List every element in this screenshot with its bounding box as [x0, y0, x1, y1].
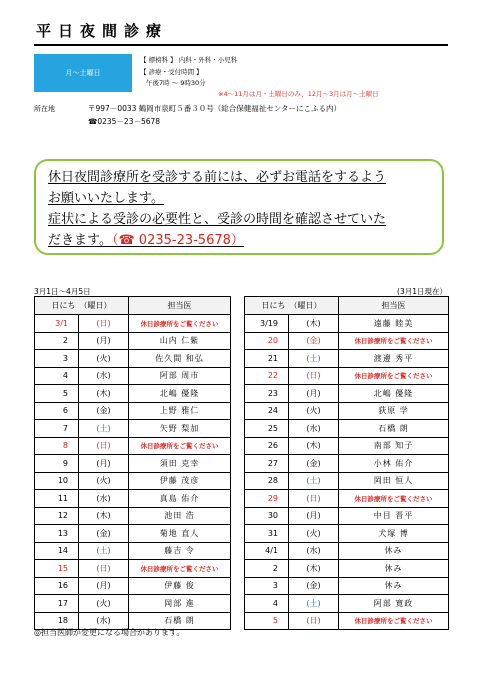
notice-line-3: 症状による受診の必要性と、受診の時間を確認させていた — [48, 212, 387, 227]
schedule-doctor: 石橋 朗 — [129, 612, 231, 630]
schedule-day: 15 — [35, 560, 79, 578]
schedule-weekday: (日) — [79, 437, 129, 455]
header-date-2: 日にち （曜日） — [245, 297, 339, 315]
schedule-day: 3 — [245, 577, 289, 595]
schedule-doctor: 休日診療所をご覧ください — [129, 560, 231, 578]
schedule-day: 14 — [35, 542, 79, 560]
schedule-weekday: (木) — [79, 385, 129, 403]
schedule-doctor: 荻原 学 — [339, 402, 449, 420]
schedule-range: 3月1日～4月5日 — [34, 287, 91, 296]
postal-code: 〒997－0033 — [88, 104, 137, 113]
table-row — [35, 595, 449, 613]
table-row — [35, 472, 449, 490]
schedule-doctor: 佐久間 和弘 — [129, 350, 231, 368]
table-row — [35, 455, 449, 473]
schedule-weekday: (木) — [289, 560, 339, 578]
schedule-day: 4 — [35, 367, 79, 385]
table-row — [35, 385, 449, 403]
table-row — [35, 420, 449, 438]
schedule-weekday: (土) — [289, 350, 339, 368]
address-line: 鶴岡市泉町５番３０号（総合保健福祉センターにこふる内） — [138, 104, 341, 113]
schedule-weekday: (水) — [79, 367, 129, 385]
schedule-day: 4/1 — [245, 542, 289, 560]
schedule-doctor: 小林 佑介 — [339, 455, 449, 473]
schedule-doctor: 阿部 周市 — [129, 367, 231, 385]
schedule-day: 5 — [245, 612, 289, 630]
table-row — [35, 350, 449, 368]
header-date: 日にち （曜日） — [35, 297, 129, 315]
schedule-doctor: 石橋 朗 — [339, 420, 449, 438]
departments-text: 【 標榜科 】 内科・外科・小児科 — [140, 56, 238, 64]
schedule-weekday: (水) — [289, 420, 339, 438]
schedule-doctor: 北嶋 優隆 — [129, 385, 231, 403]
schedule-weekday: (水) — [79, 490, 129, 508]
schedule-doctor: 須田 克幸 — [129, 455, 231, 473]
schedule-day: 2 — [245, 560, 289, 578]
schedule-doctor: 渡邊 秀平 — [339, 350, 449, 368]
schedule-day: 6 — [35, 402, 79, 420]
hours-note: ※4～11月は月・土曜日のみ、12月～3月は月～土曜日 — [218, 90, 379, 98]
page-title: 平日夜間診療 — [36, 22, 169, 40]
schedule-doctor: 岡田 恒人 — [339, 472, 449, 490]
notice-line-4-text: だきます。 — [48, 233, 112, 248]
schedule-doctor: 伊藤 俊 — [129, 577, 231, 595]
notice-phone: （☎ 0235-23-5678） — [111, 233, 244, 248]
schedule-doctor: 阿部 寛政 — [339, 595, 449, 613]
schedule-doctor: 遠藤 睦美 — [339, 315, 449, 333]
schedule-day: 5 — [35, 385, 79, 403]
schedule-weekday: (木) — [79, 507, 129, 525]
schedule-doctor: 休み — [339, 542, 449, 560]
schedule-day: 9 — [35, 455, 79, 473]
schedule-doctor: 上野 雅仁 — [129, 402, 231, 420]
schedule-doctor: 休み — [339, 577, 449, 595]
schedule-doctor: 藤吉 令 — [129, 542, 231, 560]
schedule-day: 17 — [35, 595, 79, 613]
schedule-day: 28 — [245, 472, 289, 490]
schedule-day: 16 — [35, 577, 79, 595]
schedule-table — [34, 296, 449, 630]
address-label: 所在地 — [34, 105, 55, 113]
schedule-weekday: (日) — [289, 612, 339, 630]
schedule-day: 8 — [35, 437, 79, 455]
schedule-doctor: 北嶋 優隆 — [339, 385, 449, 403]
schedule-day: 7 — [35, 420, 79, 438]
schedule-day: 24 — [245, 402, 289, 420]
schedule-doctor: 犬塚 博 — [339, 525, 449, 543]
schedule-day: 21 — [245, 350, 289, 368]
schedule-doctor: 休日診療所をご覧ください — [339, 612, 449, 630]
schedule-doctor: 休日診療所をご覧ください — [339, 332, 449, 350]
schedule-weekday: (金) — [289, 332, 339, 350]
table-row — [35, 525, 449, 543]
schedule-weekday: (月) — [79, 455, 129, 473]
schedule-weekday: (金) — [289, 577, 339, 595]
schedule-day: 2 — [35, 332, 79, 350]
schedule-day: 4 — [245, 595, 289, 613]
notice-line-4 — [48, 229, 244, 248]
schedule-weekday: (月) — [289, 385, 339, 403]
schedule-weekday: (火) — [79, 350, 129, 368]
schedule-doctor: 休日診療所をご覧ください — [129, 437, 231, 455]
schedule-weekday: (日) — [79, 315, 129, 333]
schedule-day: 29 — [245, 490, 289, 508]
notice-line-1: 休日夜間診療所を受診する前には、必ずお電話をするよう — [48, 170, 387, 185]
table-row — [35, 577, 449, 595]
schedule-day: 27 — [245, 455, 289, 473]
schedule-weekday: (日) — [79, 560, 129, 578]
schedule-day: 18 — [35, 612, 79, 630]
schedule-doctor: 岡部 進 — [129, 595, 231, 613]
table-row — [35, 542, 449, 560]
hours-label: 【 診療・受付時間 】 — [140, 68, 203, 76]
schedule-weekday: (金) — [289, 455, 339, 473]
table-row — [35, 315, 449, 333]
table-row — [35, 490, 449, 508]
schedule-as-of: (3月1日現在） — [397, 287, 447, 296]
schedule-weekday: (木) — [289, 437, 339, 455]
schedule-header-row — [35, 297, 449, 315]
schedule-doctor: 山内 仁紫 — [129, 332, 231, 350]
schedule-weekday: (金) — [79, 402, 129, 420]
schedule-day: 20 — [245, 332, 289, 350]
schedule-day: 31 — [245, 525, 289, 543]
schedule-weekday: (火) — [79, 595, 129, 613]
schedule-day: 30 — [245, 507, 289, 525]
schedule-day: 3/19 — [245, 315, 289, 333]
schedule-doctor: 矢野 梨加 — [129, 420, 231, 438]
schedule-weekday: (月) — [79, 577, 129, 595]
schedule-weekday: (金) — [79, 525, 129, 543]
schedule-weekday: (月) — [289, 507, 339, 525]
schedule-doctor: 伊藤 茂彦 — [129, 472, 231, 490]
schedule-day: 3 — [35, 350, 79, 368]
schedule-day: 25 — [245, 420, 289, 438]
schedule-weekday: (水) — [289, 542, 339, 560]
schedule-weekday: (土) — [79, 542, 129, 560]
schedule-day: 22 — [245, 367, 289, 385]
schedule-weekday: (土) — [289, 595, 339, 613]
schedule-doctor: 休み — [339, 560, 449, 578]
table-row — [35, 332, 449, 350]
hours-text: 午後7時 ～ 9時30分 — [146, 79, 206, 87]
title-divider — [34, 44, 448, 46]
schedule-day: 3/1 — [35, 315, 79, 333]
schedule-doctor: 真島 佑介 — [129, 490, 231, 508]
schedule-weekday: (月) — [79, 332, 129, 350]
schedule-weekday: (日) — [289, 490, 339, 508]
schedule-weekday: (木) — [289, 315, 339, 333]
header-doctor: 担当医 — [129, 297, 231, 315]
address-text — [88, 103, 341, 114]
schedule-weekday: (土) — [79, 420, 129, 438]
schedule-day: 26 — [245, 437, 289, 455]
schedule-doctor: 休日診療所をご覧ください — [129, 315, 231, 333]
notice-line-2: お願いいたします。 — [48, 191, 164, 206]
schedule-doctor: 休日診療所をご覧ください — [339, 367, 449, 385]
schedule-doctor: 中目 晋平 — [339, 507, 449, 525]
address-phone: ☎0235－23－5678 — [88, 117, 161, 126]
schedule-weekday: (火) — [79, 472, 129, 490]
schedule-weekday: (水) — [79, 612, 129, 630]
schedule-day: 13 — [35, 525, 79, 543]
days-badge: 月～土曜日 — [34, 54, 132, 92]
table-row — [35, 367, 449, 385]
schedule-day: 23 — [245, 385, 289, 403]
schedule-day: 10 — [35, 472, 79, 490]
schedule-doctor: 池田 浩 — [129, 507, 231, 525]
table-row — [35, 507, 449, 525]
footnote: ◎担当医師が変更になる場合があります。 — [34, 628, 185, 637]
schedule-weekday: (火) — [289, 525, 339, 543]
schedule-doctor: 菊地 直人 — [129, 525, 231, 543]
schedule-doctor: 南部 知子 — [339, 437, 449, 455]
schedule-weekday: (火) — [289, 402, 339, 420]
schedule-day: 12 — [35, 507, 79, 525]
schedule-weekday: (日) — [289, 367, 339, 385]
table-row — [35, 437, 449, 455]
schedule-weekday: (土) — [289, 472, 339, 490]
schedule-doctor: 休日診療所をご覧ください — [339, 490, 449, 508]
schedule-day: 11 — [35, 490, 79, 508]
table-row — [35, 560, 449, 578]
header-doctor-2: 担当医 — [339, 297, 449, 315]
table-row — [35, 402, 449, 420]
